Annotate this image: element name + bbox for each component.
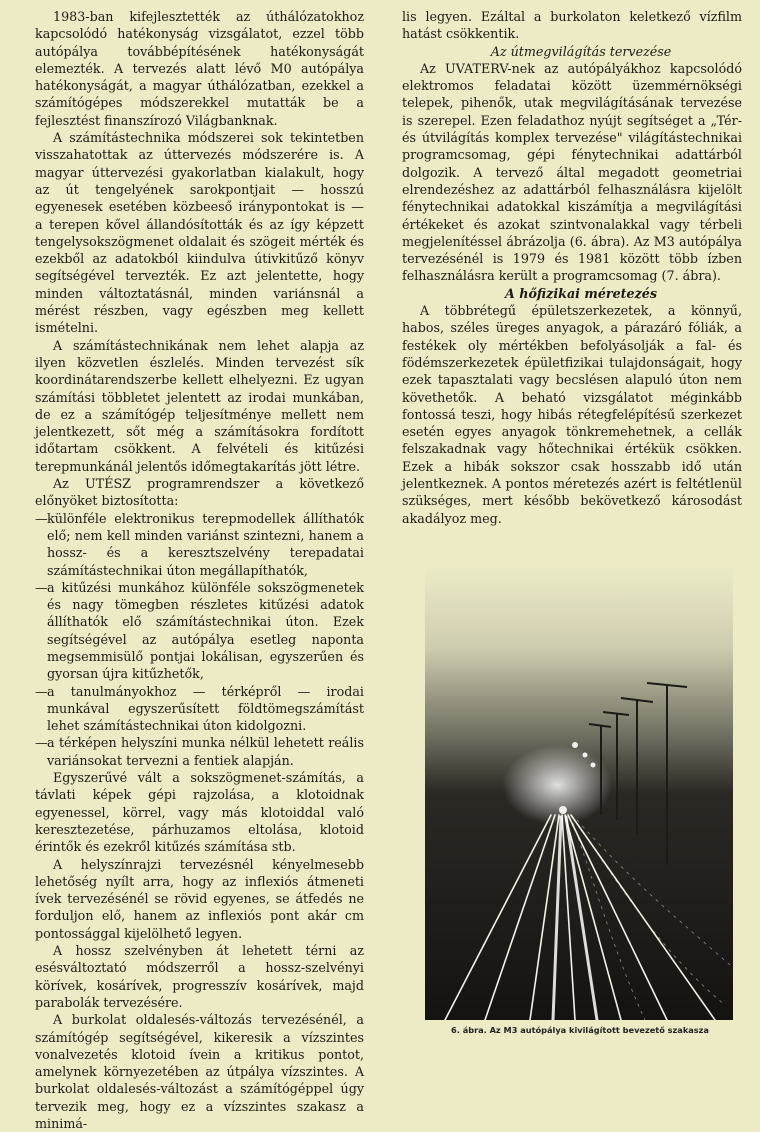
- left-text-column: [35, 8, 364, 1132]
- paragraph: 1983-ban kifejlesztették az úthálózatokhoz kapcsolódó hatékonyság vizsgálatot, ezzel több autópálya továbbépítésének hatékonyságát elemezték. A tervezés alatt lévő M0 autópálya hatékonyságát, a magyar úthálózatban, ezekkel a számítógépes módszerekkel mutatták be a fejlesztést finanszírozó Világbanknak.: [35, 9, 364, 128]
- advantages-list: [35, 510, 364, 769]
- figure-caption: 6. ábra. Az M3 autópálya kivilágított bevezető szakasza: [451, 1025, 709, 1035]
- list-item: — a térképen helyszíni munka nélkül lehetett reális variánsokat tervezni a fentiek alapján.: [35, 734, 364, 769]
- paragraph-continued: lis legyen. Ezáltal a burkolaton keletkező vízfilm hatást csökkentik.: [402, 9, 742, 42]
- paragraph: A hossz szelvényben át lehetett térni az esésváltoztató módszerről a hossz-szelvényi körívek, kosárívek, progresszív kosárívek, majd parabolák tervezésére.: [35, 943, 364, 1010]
- section-heading-thermal: A hőfizikai méretezés: [504, 285, 658, 301]
- paragraph: A számítástechnikának nem lehet alapja az ilyen közvetlen észlelés. Minden tervezést sík koordinátarendszerbe kellett elhelyezni. Ez ugyan számítási többletet jelentett az irodai munkában, de ez a számítógép teljesítménye mellett nem jelentkezett, sőt még a számításokra fordított időtartam csökkent. A felvételi és kitűzési terepmunkánál jelentős időmegtakarítás jött létre.: [35, 337, 364, 474]
- list-item: — különféle elektronikus terepmodellek állíthatók elő; nem kell minden variánst szintezni, hanem a hossz- és a keresztszelvény terepadatai számítástechnikai úton megállapíthatók,: [35, 510, 364, 579]
- section-heading-lighting: Az útmegvilágítás tervezése: [490, 43, 672, 59]
- paragraph: A többrétegű épületszerkezetek, a könnyű, habos, széles üreges anyagok, a párazáró fóliák, a festékek oly mértékben befolyásolják a fal- és födémszerkezetek épületfizikai tulajdonságait, hogy ezek tapasztalati vagy becslésen alapuló úton nem követhetők. A beható vizsgálatot méginkább fontossá teszi, hogy hibás rétegfelépítésű szerkezet esetén egyes anyagok tönkremehetnek, a cellák felszakadnak vagy hőtechnikai értékük csökken. Ezek a hibák sokszor csak hosszabb idő után jelentkeznek. A pontos méretezés azért is feltétlenül szükséges, mert később bekövetkező károsodást akadályoz meg.: [402, 303, 742, 526]
- list-item: — a kitűzési munkához különféle sokszögmenetek és nagy tömegben részletes kitűzési adatok állíthatók elő számítástechnikai úton. Ezek segítségével az autópálya esetleg naponta megsemmisülő pontjai lokálisan, egyszerűen és gyorsan újra kitűzhetők,: [35, 579, 364, 683]
- paragraph: A helyszínrajzi tervezésnél kényelmesebb lehetőség nyílt arra, hogy az inflexiós átmeneti ívek tervezésénél se rövid egyenes, se átfedés ne forduljon elő, hanem az inflexiós pont akár cm pontossággal kijelölhető legyen.: [35, 856, 364, 941]
- paragraph: A burkolat oldalesés-változás tervezésénél, a számítógép segítségével, kikeresik a vízszintes vonalvezetés klotoid ívein a kritikus pontot, amelynek környezetében az útpálya vízszintes. A burkolat oldalesés-változást a számítógéppel úgy tervezik meg, hogy ez a vízszintes szakasz a minimá-: [35, 1012, 364, 1131]
- list-item: — a tanulmányokhoz — térképről — irodai munkával egyszerűsített földtömegszámítást lehet számítástechnikai úton kidolgozni.: [35, 683, 364, 735]
- right-text-column: [402, 8, 742, 527]
- paragraph: Az UTÉSZ programrendszer a következő előnyöket biztosította:: [35, 476, 364, 509]
- paragraph: Az UVATERV-nek az autópályákhoz kapcsolódó elektromos feladatai között üzemmérnökségi telepek, pihenők, utak megvilágításának tervezése is szerepel. Ezen feladathoz nyújt segítséget a „Tér- és útvilágítás komplex tervezése" világítástechnikai programcsomag, gépi fénytechnikai adattárból dolgozik. A tervező által megadott geometriai elrendezéshez az adattárból felhasználásra kijelölt fénytechnikai adatokkal kiszámítja a megvilágítási értékeket és azokat szintvonalakkal vagy térbeli megjelenítéssel ábrázolja (6. ábra). Az M3 autópálya tervezésénél is 1979 és 1981 között több ízben felhasználásra került a programcsomag (7. ábra).: [402, 60, 742, 284]
- highway-night-photo: [425, 565, 733, 1020]
- paragraph: Egyszerűvé vált a sokszögmenet-számítás, a távlati képek gépi rajzolása, a klotoidnak egyenessel, körrel, vagy más klotoiddal való keresztezetése, párhuzamos eltolása, klotoid érintők és ezekről kitűzés számítása stb.: [35, 770, 364, 855]
- paragraph: A számítástechnika módszerei sok tekintetben visszahatottak az úttervezés módszerére is. A magyar úttervezési gyakorlatban kialakult, hogy az út tengelyének sarokpontjait — hosszú egyenesek esetében közbeeső iránypontokat is — a terepen kővel állandósították és az így képzett tengelysokszögmenet oldalait és szögeit mérték és ezekből az adatokból kiindulva útivkitűző könyv segítségével tervezték. Ez azt jelentette, hogy minden változtatásnál, minden variánsnál a mérést részben, vagy egészben meg kellett ismételni.: [35, 130, 364, 336]
